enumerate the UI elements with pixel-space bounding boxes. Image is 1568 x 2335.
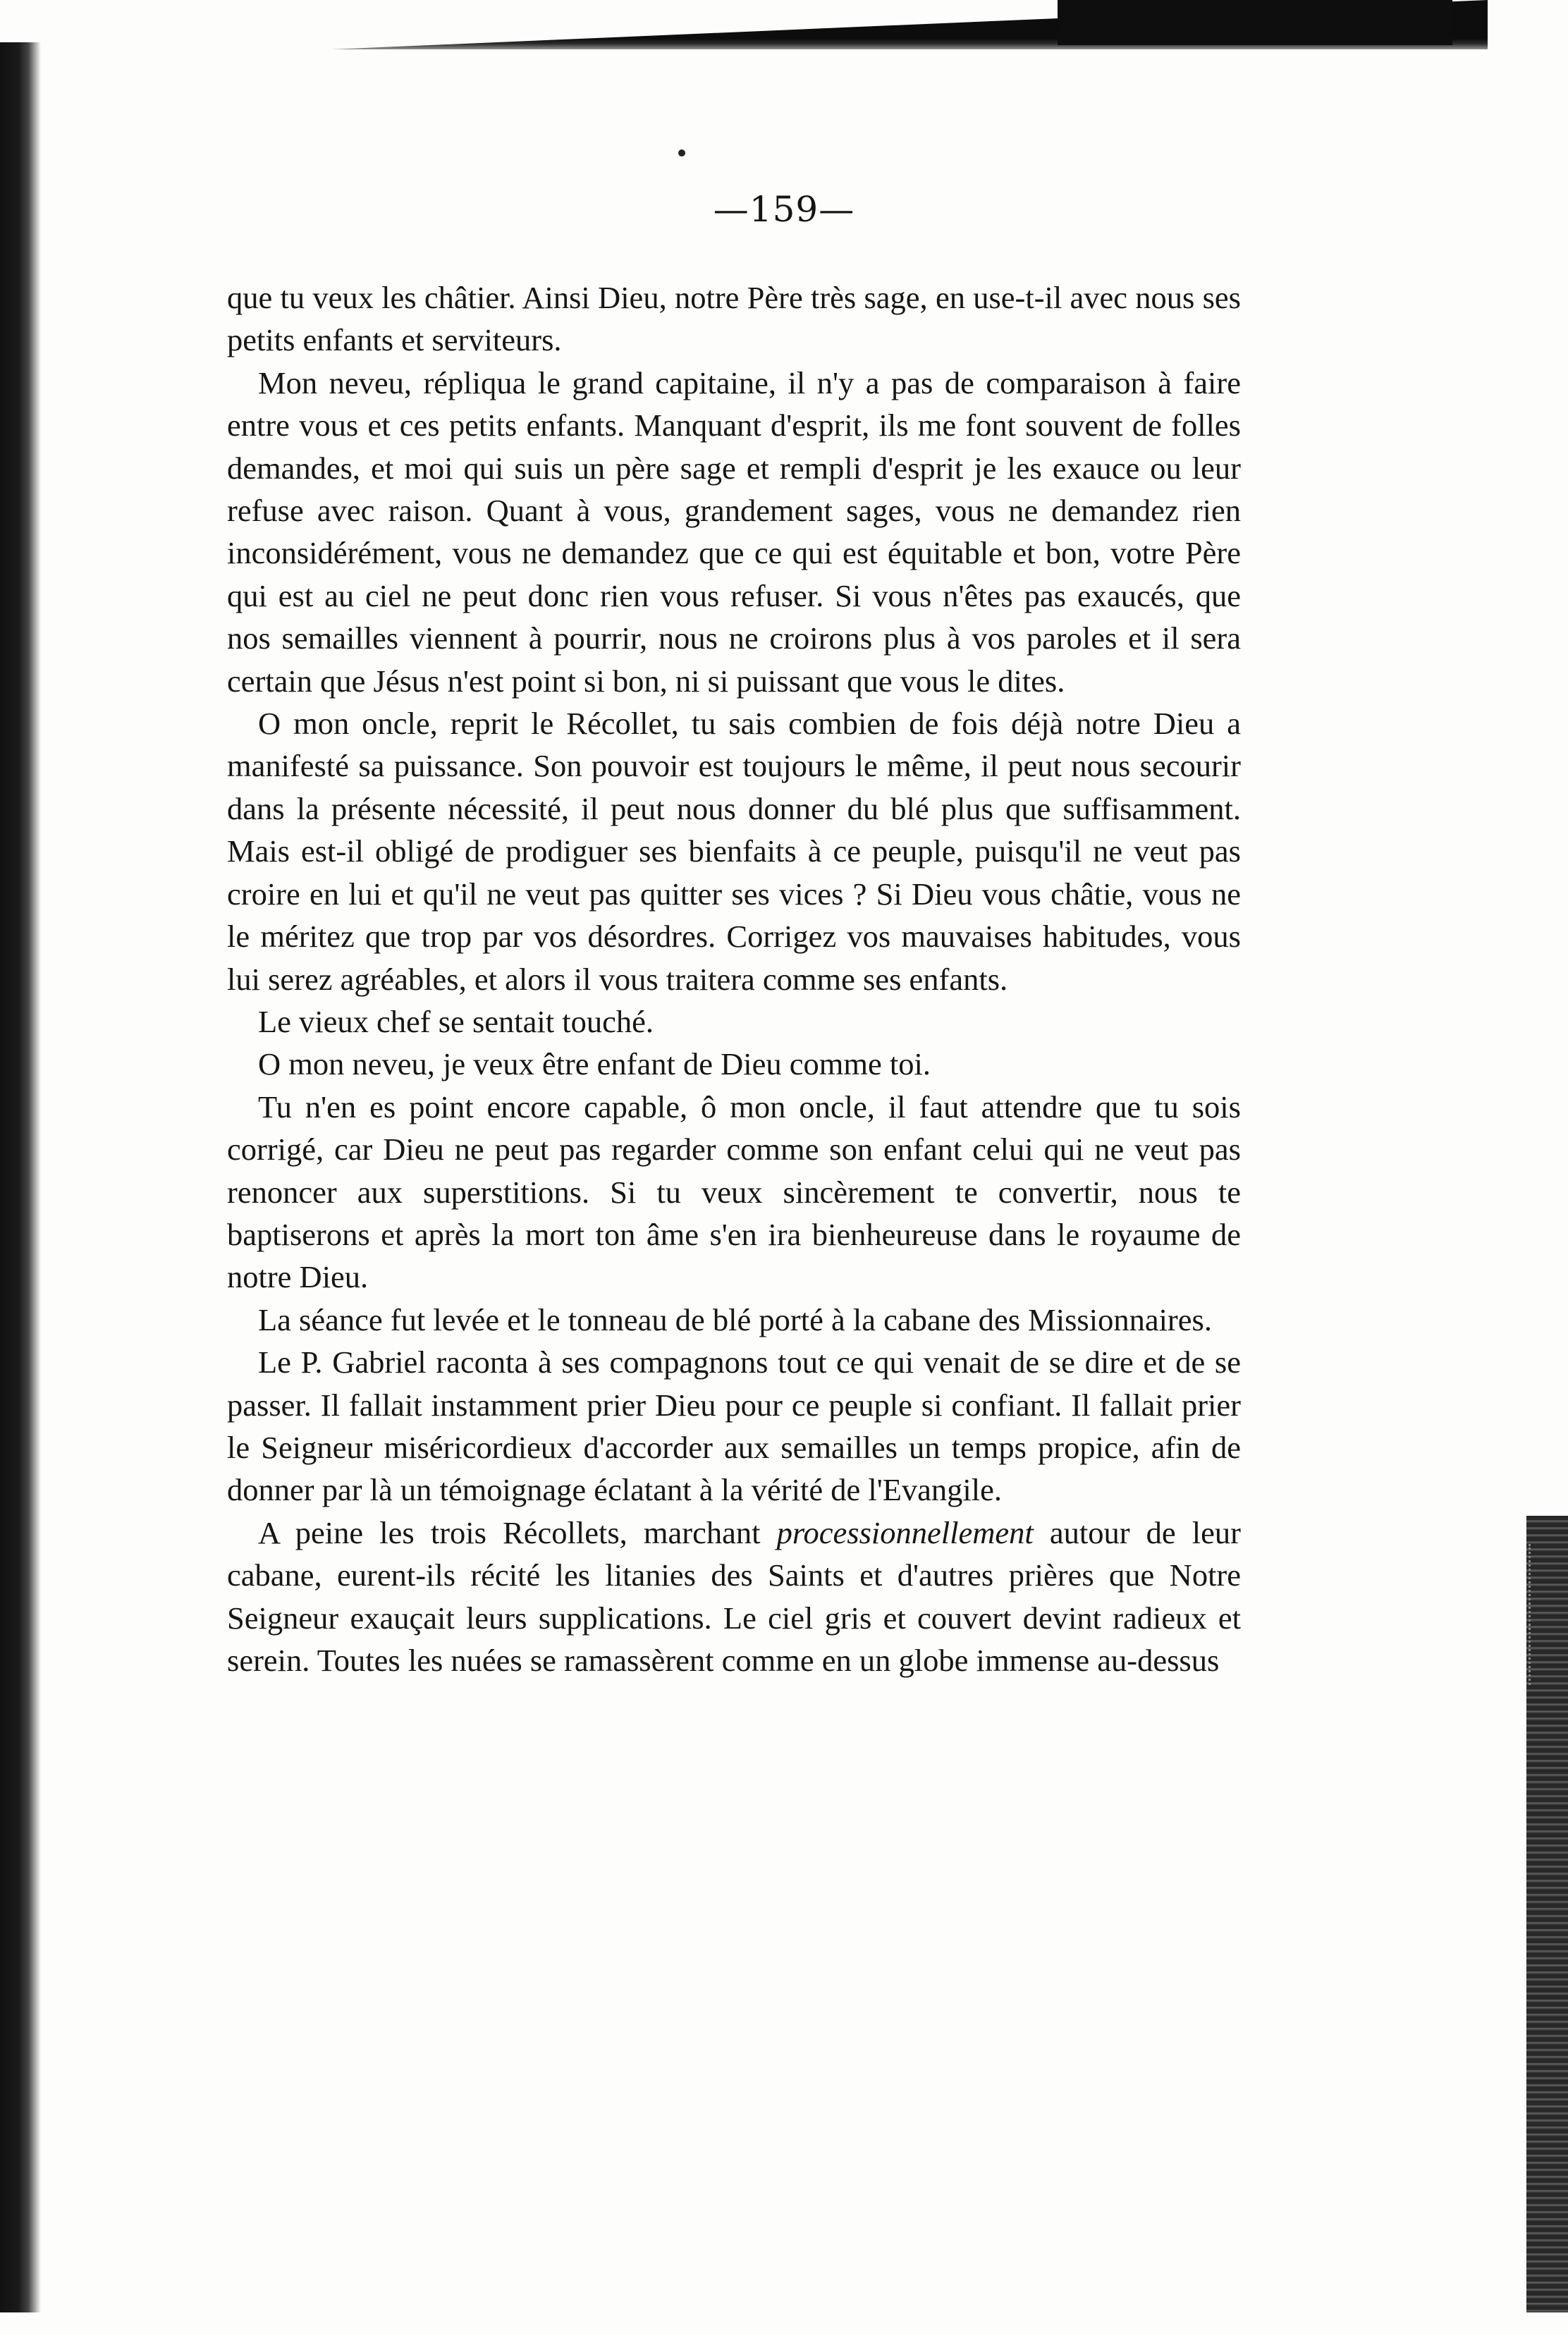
paragraph-9-end: autour de leur cabane, eurent-ils récité les litanies des Saints et d'autres prières que Notre Seigneur exauçait leurs supplications. Le ciel gris et couvert devint radieux et serein. Toutes les nuées se ramassèrent comme en un globe immense au-dessus: [227, 1514, 1241, 1678]
paragraph-8: Le P. Gabriel raconta à ses compagnons tout ce qui venait de se dire et de se passer. Il fallait instamment prier Dieu pour ce peuple si confiant. Il fallait prier le Seigneur miséricordieux d'accorder aux semailles un temps propice, afin de donner par là un témoignage éclatant à la vérité de l'Evangile.: [227, 1344, 1241, 1508]
body-text: [227, 276, 1241, 1681]
scan-edge-top-dark: [1058, 0, 1452, 45]
paragraph-4: Le vieux chef se sentait touché.: [258, 1003, 654, 1039]
page-number: —159—: [713, 189, 855, 230]
scan-noise-dots: [1529, 1544, 1533, 1685]
paragraph-6: Tu n'en es point encore capable, ô mon oncle, il faut attendre que tu sois corrigé, car Dieu ne peut pas regarder comme son enfant celui qui ne veut pas renoncer aux superstitions. Si tu veux sincèrement te convertir, nous te baptiserons et après la mort ton âme s'en ira bienheureuse dans le royaume de notre Dieu.: [227, 1089, 1241, 1295]
paragraph-2: Mon neveu, répliqua le grand capitaine, il n'y a pas de comparaison à faire entre vous et ces petits enfants. Manquant d'esprit, ils me font souvent de folles demandes, et moi qui suis un père sage et rempli d'esprit je les exauce ou leur refuse avec raison. Quant à vous, grandement sages, vous ne demandez rien inconsidérément, vous ne demandez que ce qui est équitable et bon, votre Père qui est au ciel ne peut donc rien vous refuser. Si vous n'êtes pas exaucés, que nos semailles viennent à pourrir, nous ne croirons plus à vos paroles et il sera certain que Jésus n'est point si bon, ni si puissant que vous le dites.: [227, 364, 1241, 699]
paragraph-9-italic: processionnellement: [776, 1514, 1034, 1550]
paragraph-1: que tu veux les châtier. Ainsi Dieu, notre Père très sage, en use-t-il avec nous ses petits enfants et serviteurs.: [227, 280, 1241, 358]
paragraph-5: O mon neveu, je veux être enfant de Dieu comme toi.: [258, 1046, 931, 1082]
ink-dot: [678, 149, 685, 157]
paragraph-9-start: A peine les trois Récollets, marchant: [258, 1514, 777, 1550]
scan-edge-left: [0, 42, 42, 2312]
paragraph-7: La séance fut levée et le tonneau de blé porté à la cabane des Missionnaires.: [258, 1301, 1212, 1337]
paragraph-9: [227, 1512, 1241, 1682]
paragraph-3: O mon oncle, reprit le Récollet, tu sais combien de fois déjà notre Dieu a manifesté sa puissance. Son pouvoir est toujours le même, il peut nous secourir dans la présente nécessité, il peut nous donner du blé plus que suffisamment. Mais est-il obligé de prodiguer ses bienfaits à ce peuple, puisqu'il ne veut pas croire en lui et qu'il ne veut pas quitter ses vices ? Si Dieu vous châtie, vous ne le méritez que trop par vos désordres. Corrigez vos mauvaises habitudes, vous lui serez agréables, et alors il vous traitera comme ses enfants.: [227, 706, 1241, 997]
